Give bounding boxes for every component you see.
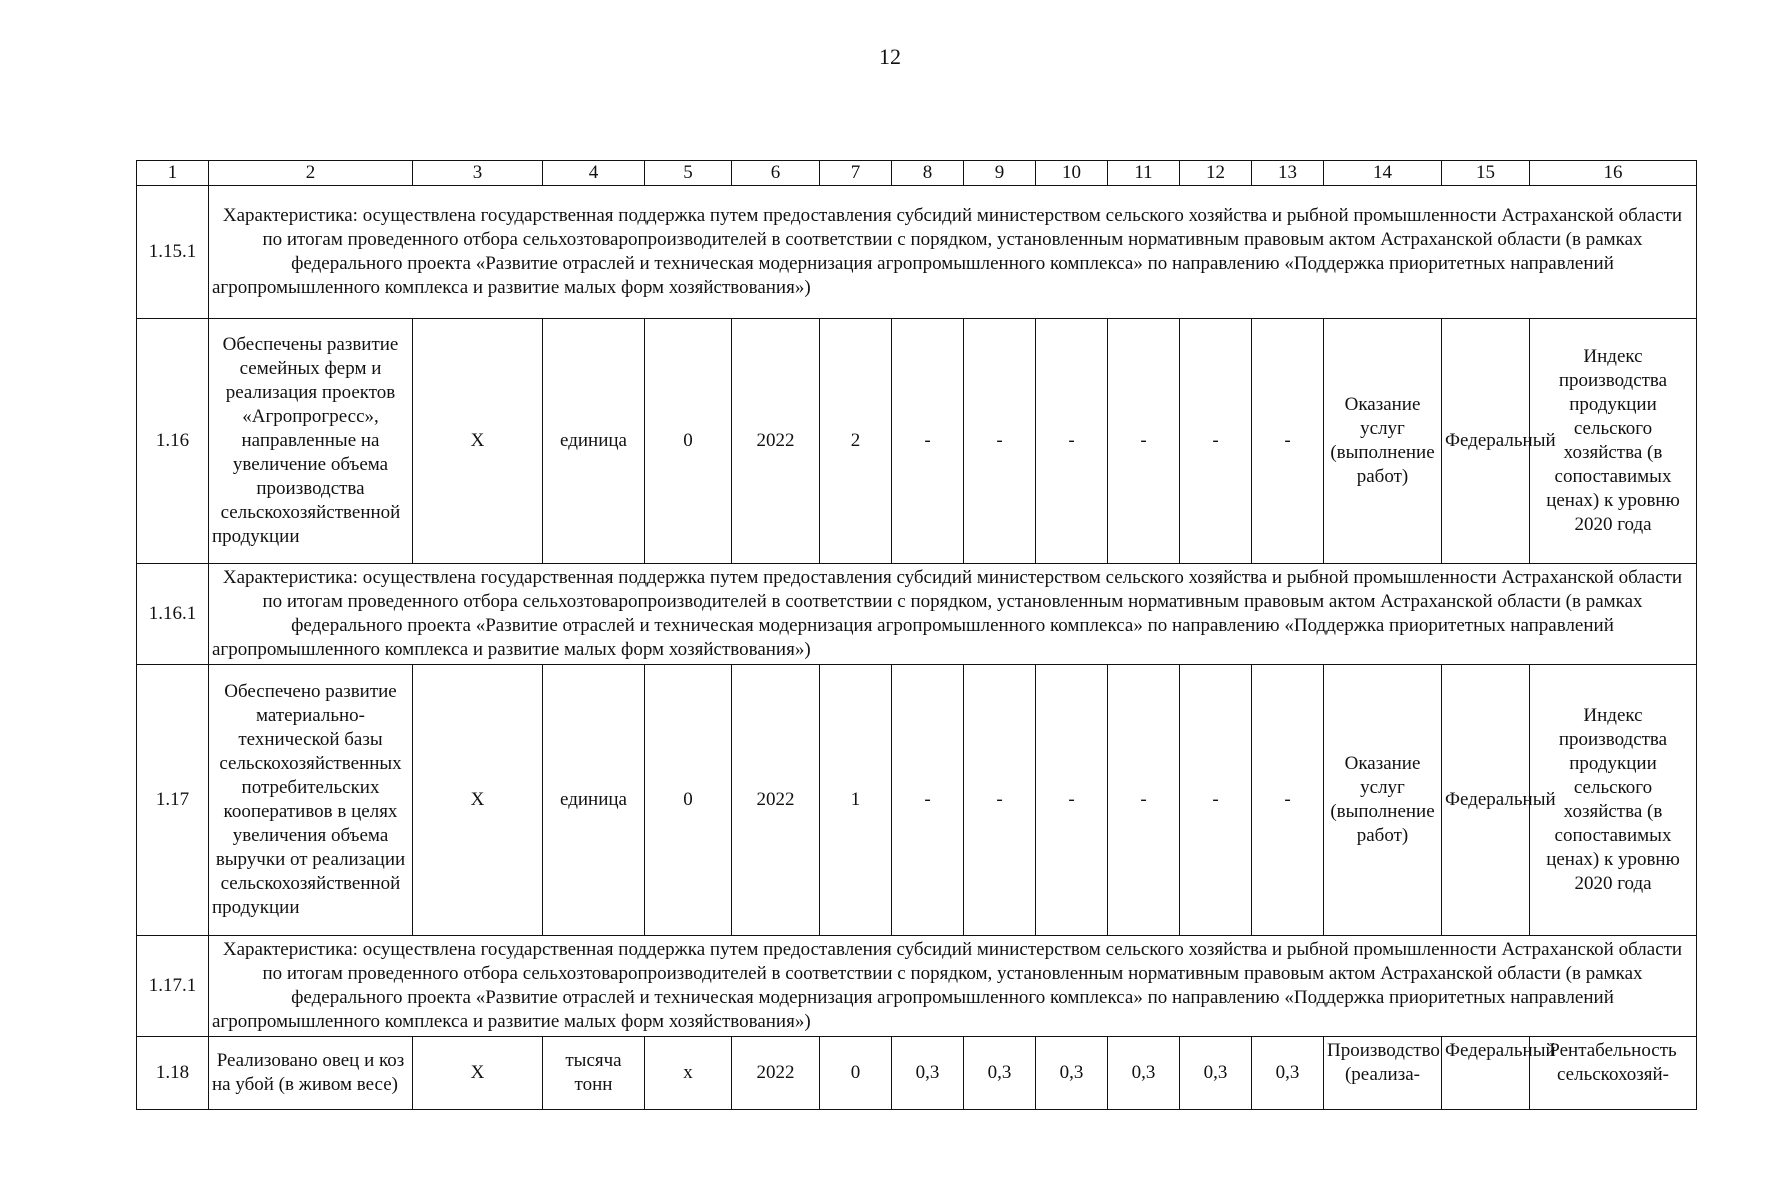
base-year-cell: 2022 <box>732 319 820 564</box>
linked-indicator-cell: Индекс производства продукции сельского хозяйства (в сопоставимых ценах) к уровню 2020 года <box>1530 319 1697 564</box>
value-cell: - <box>1108 665 1180 936</box>
base-value-cell: 0 <box>645 665 732 936</box>
value-cell: - <box>1252 319 1324 564</box>
row-number: 1.15.1 <box>137 186 209 319</box>
row-number: 1.18 <box>137 1037 209 1110</box>
col-header: 3 <box>413 161 543 186</box>
row-number: 1.17 <box>137 665 209 936</box>
table-row-1-16-1 <box>137 564 1697 665</box>
indicators-table <box>136 160 1697 1110</box>
table-row-1-17 <box>137 665 1697 936</box>
value-cell: 0,3 <box>1252 1037 1324 1110</box>
base-value-cell: х <box>645 1037 732 1110</box>
col-header: 6 <box>732 161 820 186</box>
col-header: 12 <box>1180 161 1252 186</box>
value-cell: - <box>1108 319 1180 564</box>
col-header: 11 <box>1108 161 1180 186</box>
table-row-1-17-1 <box>137 936 1697 1037</box>
characteristic-text: Характеристика: осуществлена государственная поддержка путем предоставления субсидий министерством сельского хозяйства и рыбной промышленности Астраханской области по итогам проведенного отбора сельхозтоваропроизводителей в соответствии с порядком, установленным нормативным правовым актом Астраханской области (в рамках федерального проекта «Развитие отраслей и техническая модернизация агропромышленного комплекса» по направлению «Поддержка приоритетных направлений агропромышленного комплекса и развитие малых форм хозяйствования») <box>209 564 1697 665</box>
result-type-cell: Оказание услуг (выполнение работ) <box>1324 319 1442 564</box>
value-cell: 2 <box>820 319 892 564</box>
row-number: 1.16 <box>137 319 209 564</box>
cell-c3: Х <box>413 1037 543 1110</box>
value-cell: - <box>964 319 1036 564</box>
col-header: 5 <box>645 161 732 186</box>
page-number: 12 <box>879 44 901 69</box>
characteristic-text: Характеристика: осуществлена государственная поддержка путем предоставления субсидий министерством сельского хозяйства и рыбной промышленности Астраханской области по итогам проведенного отбора сельхозтоваропроизводителей в соответствии с порядком, установленным нормативным правовым актом Астраханской области (в рамках федерального проекта «Развитие отраслей и техническая модернизация агропромышленного комплекса» по направлению «Поддержка приоритетных направлений агропромышленного комплекса и развитие малых форм хозяйствования») <box>209 186 1697 319</box>
result-name: Обеспечено развитие материально-технической базы сельскохозяйственных потребительских кооперативов в целях увеличения объема выручки от реализации сельскохозяйственной продукции <box>209 665 413 936</box>
column-number-row <box>137 161 1697 186</box>
value-cell: - <box>1036 319 1108 564</box>
level-cell: Федеральный <box>1442 1037 1530 1110</box>
row-number: 1.16.1 <box>137 564 209 665</box>
value-cell: 1 <box>820 665 892 936</box>
col-header: 4 <box>543 161 645 186</box>
col-header: 13 <box>1252 161 1324 186</box>
result-type-cell: Производство (реализа- <box>1324 1037 1442 1110</box>
value-cell: - <box>1036 665 1108 936</box>
characteristic-text: Характеристика: осуществлена государственная поддержка путем предоставления субсидий министерством сельского хозяйства и рыбной промышленности Астраханской области по итогам проведенного отбора сельхозтоваропроизводителей в соответствии с порядком, установленным нормативным правовым актом Астраханской области (в рамках федерального проекта «Развитие отраслей и техническая модернизация агропромышленного комплекса» по направлению «Поддержка приоритетных направлений агропромышленного комплекса и развитие малых форм хозяйствования») <box>209 936 1697 1037</box>
cell-c3: Х <box>413 665 543 936</box>
linked-indicator-cell: Рентабельность сельскохозяй- <box>1530 1037 1697 1110</box>
linked-indicator-cell: Индекс производства продукции сельского хозяйства (в сопоставимых ценах) к уровню 2020 года <box>1530 665 1697 936</box>
col-header: 7 <box>820 161 892 186</box>
value-cell: - <box>1180 319 1252 564</box>
result-type-cell: Оказание услуг (выполнение работ) <box>1324 665 1442 936</box>
base-year-cell: 2022 <box>732 1037 820 1110</box>
table-row-1-15-1 <box>137 186 1697 319</box>
unit-cell: единица <box>543 319 645 564</box>
value-cell: - <box>892 319 964 564</box>
col-header: 8 <box>892 161 964 186</box>
result-name: Обеспечены развитие семейных ферм и реализация проектов «Агропрогресс», направленные на увеличение объема производства сельскохозяйственной продукции <box>209 319 413 564</box>
col-header: 2 <box>209 161 413 186</box>
value-cell: 0,3 <box>1108 1037 1180 1110</box>
unit-cell: тысяча тонн <box>543 1037 645 1110</box>
table-row-1-18 <box>137 1037 1697 1110</box>
cell-c3: Х <box>413 319 543 564</box>
col-header: 15 <box>1442 161 1530 186</box>
level-cell: Федеральный <box>1442 319 1530 564</box>
row-number: 1.17.1 <box>137 936 209 1037</box>
value-cell: - <box>1180 665 1252 936</box>
value-cell: 0 <box>820 1037 892 1110</box>
value-cell: - <box>964 665 1036 936</box>
value-cell: - <box>892 665 964 936</box>
col-header: 10 <box>1036 161 1108 186</box>
result-name: Реализовано овец и коз на убой (в живом весе) <box>209 1037 413 1110</box>
level-cell: Федеральный <box>1442 665 1530 936</box>
base-value-cell: 0 <box>645 319 732 564</box>
base-year-cell: 2022 <box>732 665 820 936</box>
col-header: 1 <box>137 161 209 186</box>
value-cell: 0,3 <box>964 1037 1036 1110</box>
col-header: 14 <box>1324 161 1442 186</box>
value-cell: 0,3 <box>1180 1037 1252 1110</box>
value-cell: - <box>1252 665 1324 936</box>
unit-cell: единица <box>543 665 645 936</box>
value-cell: 0,3 <box>1036 1037 1108 1110</box>
table-row-1-16 <box>137 319 1697 564</box>
value-cell: 0,3 <box>892 1037 964 1110</box>
col-header: 9 <box>964 161 1036 186</box>
col-header: 16 <box>1530 161 1697 186</box>
